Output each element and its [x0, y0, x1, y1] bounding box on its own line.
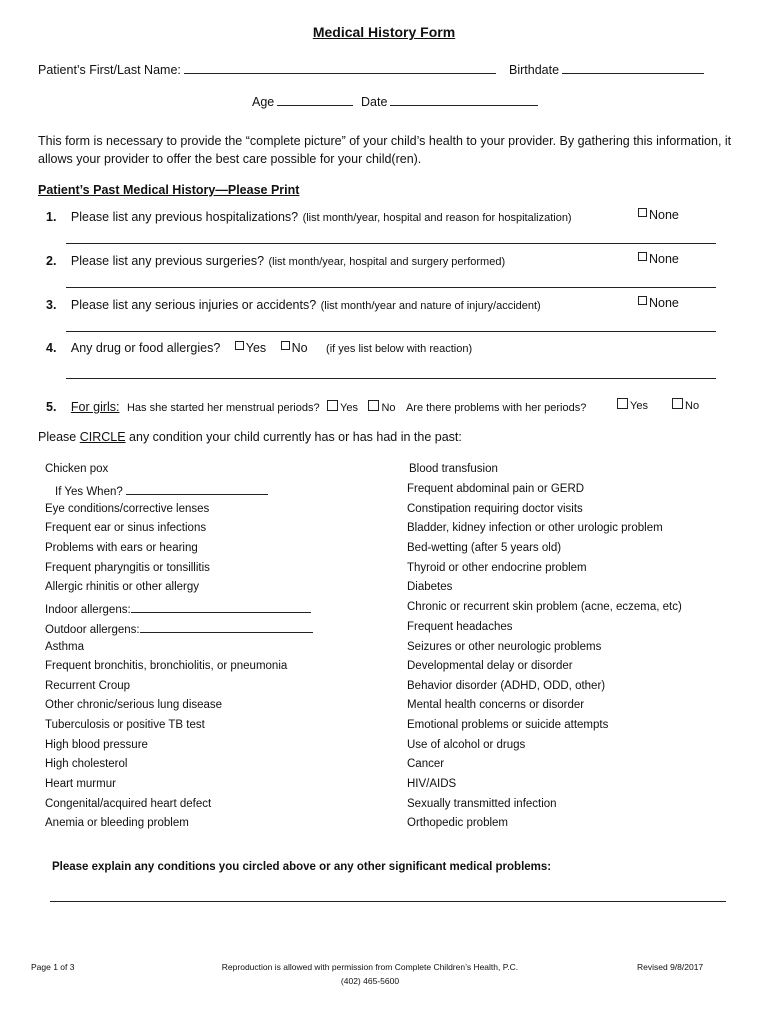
phone-number: (402) 465-5600 — [340, 976, 400, 986]
condition-item[interactable]: Other chronic/serious lung disease — [45, 699, 223, 711]
condition-item[interactable]: Bladder, kidney infection or other urologic problem — [407, 522, 663, 534]
none-label: None — [649, 252, 679, 266]
answer-line-4[interactable] — [66, 378, 716, 379]
checkbox-icon[interactable] — [638, 252, 647, 261]
name-field[interactable] — [184, 61, 496, 74]
date-field[interactable] — [390, 93, 538, 106]
condition-item[interactable]: Orthopedic problem — [407, 817, 508, 829]
none-label: None — [649, 296, 679, 310]
condition-item[interactable]: HIV/AIDS — [407, 778, 457, 790]
condition-item[interactable]: Cancer — [407, 758, 445, 770]
question-number: 4. — [46, 341, 57, 355]
checkbox-icon[interactable] — [672, 398, 683, 409]
condition-item[interactable]: Use of alcohol or drugs — [407, 739, 526, 751]
condition-item[interactable]: Tuberculosis or positive TB test — [45, 719, 205, 731]
condition-item[interactable]: High cholesterol — [45, 758, 128, 770]
when-field[interactable] — [126, 483, 268, 495]
page-number: Page 1 of 3 — [31, 962, 75, 972]
condition-item[interactable]: Thyroid or other endocrine problem — [407, 562, 587, 574]
intro-paragraph: This form is necessary to provide the “complete picture” of your child’s health to your provider. By gathering this information, it allows your provider to offer the best care possible for your child(ren). — [38, 134, 732, 166]
birthdate-label: Birthdate — [509, 63, 560, 77]
condition-item[interactable]: Seizures or other neurologic problems — [407, 641, 602, 653]
condition-item[interactable]: Problems with ears or hearing — [45, 542, 198, 554]
condition-item[interactable]: Emotional problems or suicide attempts — [407, 719, 609, 731]
condition-item[interactable]: Heart murmur — [45, 778, 116, 790]
checkbox-icon[interactable] — [638, 208, 647, 217]
answer-line-1[interactable] — [66, 243, 716, 244]
indoor-allergens-field[interactable] — [131, 601, 311, 613]
question-5 — [46, 398, 586, 416]
condition-item[interactable]: Chronic or recurrent skin problem (acne, eczema, etc) — [407, 601, 682, 613]
condition-item[interactable]: Behavior disorder (ADHD, ODD, other) — [407, 680, 606, 692]
question-hint: (list month/year, hospital and reason for hospitalization) — [302, 212, 572, 224]
condition-item[interactable]: Mental health concerns or disorder — [407, 699, 585, 711]
section-heading: Patient’s Past Medical History—Please Print — [38, 183, 300, 197]
condition-item[interactable]: Asthma — [45, 641, 84, 653]
form-title: Medical History Form — [312, 24, 456, 40]
condition-item[interactable]: Diabetes — [407, 581, 453, 593]
yes-option-a[interactable]: Yes — [327, 402, 358, 414]
question-text-b: Are there problems with her periods? — [405, 402, 587, 414]
age-field[interactable] — [277, 93, 353, 106]
question-text: Please list any serious injuries or accidents? — [70, 298, 317, 312]
question-4 — [46, 339, 472, 357]
none-option-1[interactable] — [638, 208, 679, 222]
question-hint: (if yes list below with reaction) — [326, 343, 473, 355]
condition-item[interactable]: Recurrent Croup — [45, 680, 131, 692]
no-option-a[interactable]: No — [368, 402, 395, 414]
explain-instructions: Please explain any conditions you circled above or any other significant medical problems: — [52, 861, 552, 873]
question-hint: (list month/year, hospital and surgery performed) — [268, 256, 506, 268]
condition-item[interactable]: Bed-wetting (after 5 years old) — [407, 542, 562, 554]
condition-item[interactable]: High blood pressure — [45, 739, 148, 751]
circle-instructions: Please CIRCLE any condition your child currently has or has had in the past: — [38, 430, 462, 444]
condition-item[interactable]: Blood transfusion — [409, 463, 498, 475]
condition-item[interactable]: If Yes When? — [55, 483, 268, 498]
checkbox-icon[interactable] — [327, 400, 338, 411]
no-option[interactable]: No — [281, 341, 308, 355]
question-number: 5. — [46, 400, 57, 414]
revised-date: Revised 9/8/2017 — [637, 962, 704, 972]
condition-item[interactable]: Eye conditions/corrective lenses — [45, 503, 210, 515]
condition-item[interactable]: Allergic rhinitis or other allergy — [45, 581, 200, 593]
question-hint: (list month/year and nature of injury/accident) — [320, 300, 541, 312]
outdoor-allergens-field[interactable] — [140, 621, 313, 633]
question-text: Any drug or food allergies? — [70, 341, 221, 355]
condition-item[interactable]: Frequent ear or sinus infections — [45, 522, 207, 534]
age-row — [252, 93, 353, 109]
checkbox-icon[interactable] — [638, 296, 647, 305]
name-label: Patient’s First/Last Name: — [38, 63, 181, 77]
condition-item[interactable]: Chicken pox — [45, 463, 109, 475]
answer-line-3[interactable] — [66, 331, 716, 332]
none-option-2[interactable] — [638, 252, 679, 266]
reproduction-notice: Reproduction is allowed with permission from Complete Children’s Health, P.C. — [221, 962, 519, 972]
condition-item[interactable]: Developmental delay or disorder — [407, 660, 573, 672]
condition-item[interactable]: Outdoor allergens: — [45, 621, 313, 636]
question-text: Please list any previous surgeries? — [70, 254, 265, 268]
condition-item[interactable]: Indoor allergens: — [45, 601, 311, 616]
condition-item[interactable]: Congenital/acquired heart defect — [45, 798, 212, 810]
condition-item[interactable]: Sexually transmitted infection — [407, 798, 557, 810]
question-number: 3. — [46, 298, 57, 312]
question-text: Please list any previous hospitalizations? — [70, 210, 299, 224]
question-number: 2. — [46, 254, 57, 268]
none-label: None — [649, 208, 679, 222]
question-number: 1. — [46, 210, 57, 224]
checkbox-icon[interactable] — [617, 398, 628, 409]
birthdate-field[interactable] — [562, 61, 704, 74]
condition-item[interactable]: Frequent bronchitis, bronchiolitis, or pneumonia — [45, 660, 288, 672]
condition-item[interactable]: Frequent pharyngitis or tonsillitis — [45, 562, 210, 574]
checkbox-icon[interactable] — [281, 341, 290, 350]
date-row — [361, 93, 538, 109]
yes-option[interactable]: Yes — [235, 341, 266, 355]
date-label: Date — [361, 95, 388, 109]
name-row — [38, 61, 496, 77]
circle-word: CIRCLE — [79, 430, 126, 444]
for-girls-label: For girls: — [70, 400, 120, 414]
age-label: Age — [252, 95, 275, 109]
condition-item[interactable]: Anemia or bleeding problem — [45, 817, 189, 829]
checkbox-icon[interactable] — [235, 341, 244, 350]
checkbox-icon[interactable] — [368, 400, 379, 411]
condition-item[interactable]: Constipation requiring doctor visits — [407, 503, 583, 515]
answer-line-2[interactable] — [66, 287, 716, 288]
question-2 — [46, 252, 505, 270]
explain-answer-line[interactable] — [50, 901, 726, 902]
birthdate-row — [509, 61, 704, 77]
none-option-3[interactable] — [638, 296, 679, 310]
yes-option-b[interactable]: Yes — [617, 398, 648, 412]
condition-item[interactable]: Frequent abdominal pain or GERD — [407, 483, 585, 495]
question-1 — [46, 208, 572, 226]
condition-item[interactable]: Frequent headaches — [407, 621, 513, 633]
no-option-b[interactable]: No — [672, 398, 699, 412]
question-3 — [46, 296, 541, 314]
question-text-a: Has she started her menstrual periods? — [126, 402, 320, 414]
